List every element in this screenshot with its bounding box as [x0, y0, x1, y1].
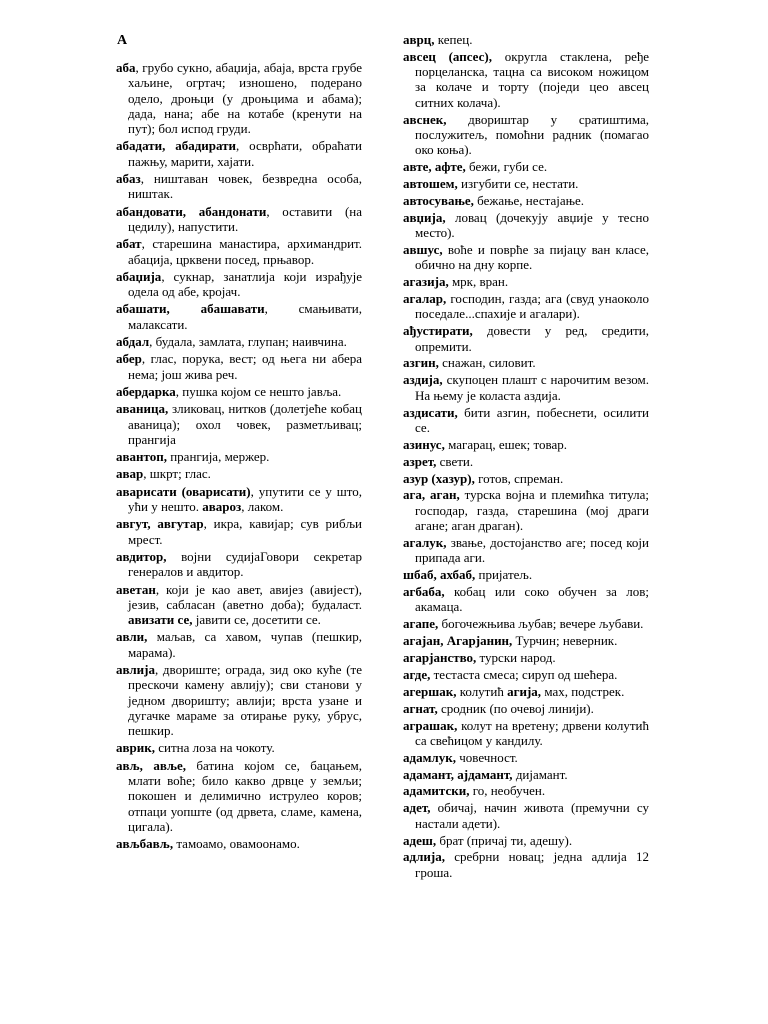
- entry-definition: батина којом се, бацањем, млати воће; било какво дрвце у земљи; покошен и делимично иструлео коров; отпаци уопште (од дрвета, сламе, камена, цигала).: [128, 757, 362, 834]
- entry-headword: абдал: [116, 334, 150, 350]
- dictionary-entry: [116, 466, 362, 481]
- entry-definition: сребрни новац; једна адлија 12 гроша.: [415, 849, 649, 880]
- entry-headword: агершак,: [403, 683, 457, 699]
- entry-definition: , двориште; ограда, зид око куће (те прескочи камену авлију); сви станови у једном дворишту; авлији; врста узане и дугачке мараме за отирање руку, убрус, пешкир.: [128, 661, 362, 739]
- entry-definition: дијамант.: [512, 766, 568, 782]
- entry-definition: звање, достојанство аге; посед који припада аги.: [415, 534, 649, 566]
- entry-headword: аварисати (оварисати): [116, 483, 251, 499]
- entry-headword: азинус,: [403, 436, 445, 452]
- entry-definition: , упутити се у што, ући у нешто.: [128, 483, 362, 515]
- dictionary-entry: [403, 718, 649, 749]
- entry-headword: агалар,: [403, 291, 447, 307]
- dictionary-entry: [403, 750, 649, 765]
- left-column: [116, 32, 362, 854]
- entry-definition: , смањивати, малаксати.: [128, 301, 362, 332]
- entry-definition: мах, подстрек.: [541, 683, 625, 699]
- entry-definition: бежи, губи се.: [465, 159, 548, 175]
- entry-definition: магарац, ешек; товар.: [444, 436, 568, 452]
- entry-definition: свети.: [436, 453, 474, 469]
- entry-headword: ављ, авље,: [116, 757, 186, 773]
- entry-definition: , будала, замлата, глупан; наивчина.: [149, 334, 347, 350]
- entry-headword: адамлук,: [403, 749, 456, 765]
- entry-definition: , грубо сукно, абаџија, абаја, врста грубе хаљине, огртач; изношено, подерано одело, дроњци (у дроњцима и абама); дада, нана; абе на котабе (кренути на пут); бол испод груди.: [128, 60, 362, 137]
- entry-definition: , оставити (на цедилу), напустити.: [128, 203, 362, 234]
- entry-headword: авлија: [116, 661, 155, 677]
- entry-headword: адет,: [403, 800, 431, 816]
- dictionary-entry: [403, 633, 649, 648]
- entry-definition: зликовац, нитков (долетјеће кобац аваница); охол човек, разметљивац; прангија: [128, 401, 362, 447]
- entry-definition: довести у ред, средити, опремити.: [415, 323, 649, 354]
- entry-definition: , старешина манастира, архимандрит. абација, црквени посед, прњавор.: [128, 236, 362, 267]
- entry-definition: готов, спреман.: [474, 470, 564, 486]
- dictionary-entry: [403, 210, 649, 241]
- entry-definition: , сукнар, занатлија који израђује одела од абе, кројач.: [128, 268, 362, 300]
- entry-headword: ађустирати,: [403, 323, 473, 339]
- entry-headword: азур (хазур),: [403, 470, 475, 486]
- entry-headword: агајан, Агарјанин,: [403, 633, 513, 649]
- dictionary-entry: [403, 471, 649, 486]
- dictionary-entry: [403, 849, 649, 880]
- entry-headword: авароз: [202, 499, 242, 515]
- entry-definition: кепец.: [434, 32, 473, 47]
- entry-headword: аздисати,: [403, 404, 458, 420]
- entry-headword: аздија,: [403, 372, 443, 388]
- entry-headword: агалук,: [403, 534, 447, 550]
- dictionary-entry: [116, 836, 362, 851]
- dictionary-entry: [116, 582, 362, 628]
- entry-headword: агбаба,: [403, 583, 445, 599]
- entry-definition: колут на вретену; дрвени колутић са свећицом у кандилу.: [415, 717, 649, 748]
- dictionary-entry: [116, 204, 362, 235]
- entry-definition: , шкрт; глас.: [143, 466, 211, 482]
- dictionary-entry: [403, 355, 649, 370]
- dictionary-entry: [403, 176, 649, 191]
- dictionary-entry: [116, 549, 362, 580]
- entry-definition: , глас, порука, вест; од њега ни абера нема; још жива реч.: [128, 351, 362, 382]
- entry-headword: абер: [116, 351, 142, 367]
- entry-definition: сродник (по очевој линији).: [437, 700, 594, 716]
- entry-headword: абашати, абашавати: [116, 301, 265, 317]
- entry-headword: авантоп,: [116, 449, 167, 465]
- entry-headword: автошем,: [403, 176, 458, 192]
- entry-headword: азгин,: [403, 355, 439, 371]
- entry-headword: абандовати, абандонати: [116, 203, 267, 219]
- entry-definition: бити азгин, побеснети, осилити се.: [415, 404, 649, 435]
- dictionary-entry: [403, 584, 649, 615]
- dictionary-entry: [403, 667, 649, 682]
- right-column: [403, 32, 649, 882]
- dictionary-entry: [403, 159, 649, 174]
- dictionary-entry: [403, 405, 649, 436]
- entry-definition: , ништаван човек, безвредна особа, ништак.: [128, 171, 362, 202]
- entry-headword: абат: [116, 236, 142, 252]
- entry-definition: човечност.: [455, 749, 518, 765]
- entry-headword: азрет,: [403, 453, 437, 469]
- entry-definition: прангија, мержер.: [166, 449, 270, 465]
- entry-headword: аваница,: [116, 401, 169, 417]
- dictionary-entry: [116, 334, 362, 349]
- dictionary-entry: [403, 291, 649, 322]
- dictionary-entry: [116, 60, 362, 136]
- entry-definition: тестаста смеса; сируп од шећера.: [430, 666, 618, 682]
- dictionary-entry: [403, 274, 649, 289]
- entry-definition: ловац (дочекују авџије у тесно место).: [415, 209, 649, 241]
- entry-definition: воће и поврће за пијацу ван класе, обично на дну корпе.: [415, 242, 649, 273]
- entry-headword: агарјанство,: [403, 649, 477, 665]
- dictionary-entry: [403, 783, 649, 798]
- dictionary-entry: [116, 301, 362, 332]
- entry-headword: адамант, ајдамант,: [403, 766, 513, 782]
- entry-headword: абердарка: [116, 383, 176, 399]
- entry-headword: авар: [116, 466, 144, 482]
- dictionary-entry: [403, 616, 649, 631]
- entry-definition: Турчин; неверник.: [512, 633, 618, 649]
- dictionary-entry: [116, 758, 362, 834]
- entry-headword: аграшак,: [403, 717, 458, 733]
- dictionary-entry: [403, 193, 649, 208]
- entry-headword: аврц,: [403, 32, 435, 47]
- entry-headword: авдитор,: [116, 548, 167, 564]
- dictionary-entry: [403, 437, 649, 452]
- entry-definition: го, необучен.: [469, 783, 546, 799]
- entry-headword: авгут, авгутар: [116, 516, 204, 532]
- dictionary-entry: [116, 401, 362, 447]
- entry-headword: аврик,: [116, 740, 155, 756]
- dictionary-entry: [403, 567, 649, 582]
- dictionary-entry: [116, 236, 362, 267]
- entry-headword: ављбављ,: [116, 836, 174, 852]
- entry-definition: , икра, кавијар; сув рибљи мрест.: [128, 516, 362, 547]
- entry-headword: агде,: [403, 666, 431, 682]
- right-entry-list: [403, 32, 649, 880]
- entry-headword: абаз: [116, 171, 141, 187]
- entry-headword: адлија,: [403, 849, 445, 865]
- dictionary-entry: [403, 372, 649, 403]
- entry-definition: војни судијаГовори секретар генералов и авдитор.: [128, 548, 362, 580]
- entry-definition: колутић: [456, 683, 508, 699]
- entry-headword: авснек,: [403, 111, 447, 127]
- dictionary-entry: [403, 833, 649, 848]
- dictionary-entry: [116, 449, 362, 464]
- entry-headword: авли,: [116, 629, 148, 645]
- dictionary-entry: [403, 535, 649, 566]
- dictionary-entry: [116, 351, 362, 382]
- entry-headword: ага, аган,: [403, 487, 460, 503]
- entry-headword: авте, афте,: [403, 159, 466, 175]
- entry-headword: абаџија: [116, 268, 162, 284]
- entry-definition: , лаком.: [241, 499, 284, 515]
- left-entry-list: [116, 60, 362, 852]
- entry-headword: адамитски,: [403, 783, 470, 799]
- dictionary-entry: [403, 650, 649, 665]
- entry-definition: снажан, силовит.: [438, 355, 536, 371]
- entry-headword: шбаб, ахбаб,: [403, 567, 476, 583]
- dictionary-entry: [116, 629, 362, 660]
- entry-definition: , осврћати, обраћати пажњу, марити, хајати.: [128, 138, 362, 169]
- entry-headword: авшус,: [403, 242, 443, 258]
- dictionary-entry: [403, 454, 649, 469]
- dictionary-entry: [116, 384, 362, 399]
- dictionary-entry: [403, 49, 649, 110]
- entry-headword: авизати се,: [128, 612, 193, 628]
- entry-definition: брат (причај ти, адешу).: [436, 832, 573, 848]
- dictionary-entry: [116, 171, 362, 202]
- entry-definition: обичај, начин живота (премучни су настали адети).: [415, 800, 649, 831]
- entry-definition: округла стаклена, ређе порцеланска, тацна са високом ножицом за колаче и торту (поједи цео авсец ситних колача).: [415, 48, 649, 110]
- entry-definition: пријатељ.: [475, 567, 533, 583]
- dictionary-entry: [403, 684, 649, 699]
- entry-headword: аба: [116, 60, 136, 75]
- entry-definition: бежање, нестајање.: [473, 192, 585, 208]
- dictionary-entry: [116, 484, 362, 515]
- entry-headword: агазија,: [403, 274, 449, 290]
- dictionary-entry: [403, 32, 649, 47]
- entry-definition: господин, газда; ага (свуд унаоколо поседале...спахије и агалари).: [415, 291, 649, 322]
- entry-headword: абадати, абадирати: [116, 138, 237, 154]
- entry-headword: автосување,: [403, 192, 474, 208]
- dictionary-entry: [403, 112, 649, 158]
- entry-headword: адеш,: [403, 832, 437, 848]
- entry-definition: , пушка којом се нешто јавља.: [175, 383, 342, 399]
- entry-definition: , који је као авет, авијез (авијест), језив, сабласан (аветно доба); будаласт.: [128, 581, 362, 612]
- dictionary-entry: [403, 800, 649, 831]
- entry-definition: изгубити се, нестати.: [457, 176, 579, 192]
- section-letter: А: [117, 33, 128, 48]
- entry-headword: агапе,: [403, 616, 439, 632]
- entry-definition: јавити се, досетити се.: [192, 612, 321, 628]
- entry-definition: мрк, вран.: [448, 274, 509, 290]
- entry-headword: аветан: [116, 581, 156, 597]
- dictionary-entry: [403, 701, 649, 716]
- entry-headword: авџија,: [403, 209, 446, 225]
- entry-definition: турска војна и племићка титула; господар, газда, старешина (мој драги агане; аган драган).: [415, 487, 650, 533]
- entry-headword: авсец (апсес),: [403, 48, 492, 64]
- entry-definition: скупоцен плашт с нарочитим везом. На њему је коласта аздија.: [415, 372, 649, 403]
- entry-definition: турски народ.: [476, 649, 556, 665]
- dictionary-entry: [116, 740, 362, 755]
- dictionary-entry: [403, 242, 649, 273]
- entry-definition: двориштар у сратиштима, послужитељ, помоћни радник (помагао око коња).: [415, 111, 649, 158]
- dictionary-entry: [403, 767, 649, 782]
- entry-definition: кобац или соко обучен за лов; акамаца.: [415, 583, 649, 615]
- dictionary-entry: [116, 662, 362, 738]
- dictionary-entry: [116, 269, 362, 300]
- entry-headword: агија,: [507, 683, 542, 699]
- entry-definition: ситна лоза на чокоту.: [154, 740, 275, 756]
- entry-definition: тамоамо, овамоонамо.: [173, 836, 300, 852]
- entry-definition: богочежњива љубав; вечере љубави.: [438, 616, 644, 632]
- entry-headword: агнат,: [403, 700, 438, 716]
- dictionary-entry: [116, 516, 362, 547]
- entry-definition: маљав, са хавом, чупав (пешкир, марама).: [128, 629, 362, 660]
- dictionary-entry: [403, 487, 649, 533]
- dictionary-entry: [116, 138, 362, 169]
- dictionary-entry: [403, 323, 649, 354]
